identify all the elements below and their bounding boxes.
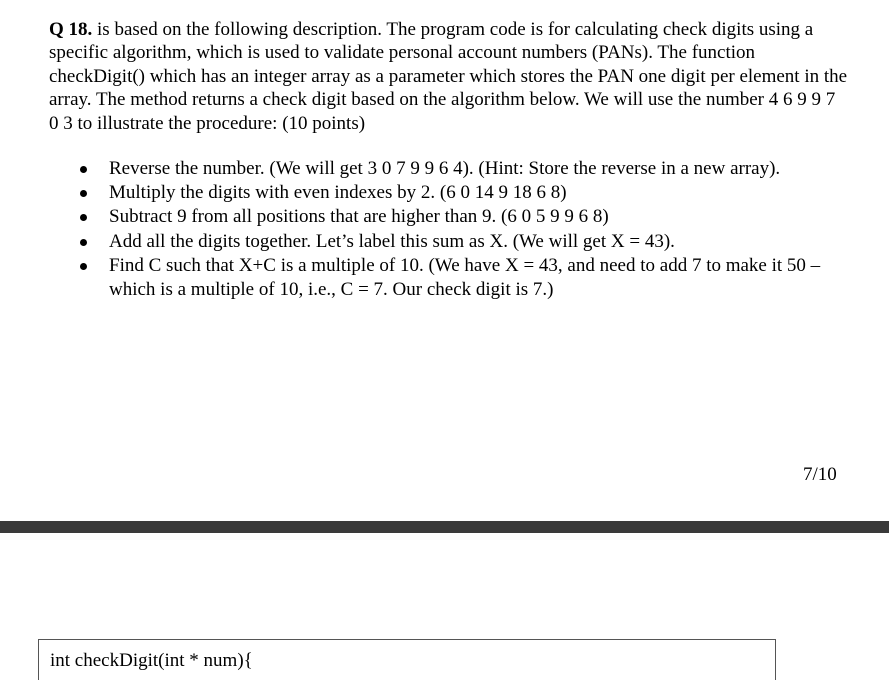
page-separator	[0, 521, 889, 533]
question-label: Q 18.	[49, 19, 93, 40]
step-text: Multiply the digits with even indexes by 2. (6 0 14 9 18 6 8)	[109, 182, 567, 204]
question-paragraph	[49, 18, 849, 135]
bullet-icon	[80, 190, 87, 197]
bullet-icon	[80, 214, 87, 221]
list-item	[80, 157, 840, 181]
code-box	[38, 639, 776, 680]
bullet-icon	[80, 166, 87, 173]
step-text: Reverse the number. (We will get 3 0 7 9 9 6 4). (Hint: Store the reverse in a new array).	[109, 158, 781, 179]
list-item	[80, 205, 840, 229]
list-item	[80, 230, 840, 254]
next-document-page	[0, 533, 889, 673]
algorithm-steps-list	[80, 157, 840, 302]
question-text: is based on the following description. The program code is for calculating check digits using a specific algorithm, which is used to validate personal account numbers (PANs). The function checkDigit() which has an integer array as a parameter which stores the PAN one digit per element in the array. The method returns a check digit based on the algorithm below. We will use the number 4 6 9 9 7 0 3 to illustrate the procedure: (10 points)	[49, 19, 848, 134]
step-text: Find C such that X+C is a multiple of 10. (We have X = 43, and need to add 7 to make it 50 – which is a multiple of 10, i.e., C = 7. Our check digit is 7.)	[109, 254, 821, 301]
list-item	[80, 181, 840, 205]
code-line: int checkDigit(int * num){	[50, 650, 253, 671]
list-item	[80, 254, 840, 302]
step-text: Add all the digits together. Let’s label this sum as X. (We will get X = 43).	[109, 230, 675, 252]
bullet-icon	[80, 263, 87, 270]
step-text: Subtract 9 from all positions that are higher than 9. (6 0 5 9 9 6 8)	[109, 206, 609, 228]
bullet-icon	[80, 239, 87, 246]
page-number: 7/10	[803, 464, 837, 485]
